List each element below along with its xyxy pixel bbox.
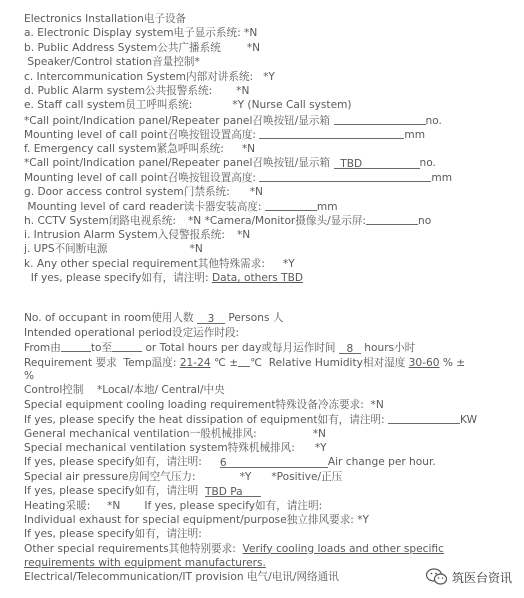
callpoint-blank[interactable]: [334, 113, 426, 125]
from-blank[interactable]: [61, 340, 91, 352]
item-i: i. Intrusion Alarm System入侵警报系统: *N: [24, 228, 251, 241]
f-callpoint-blank[interactable]: TBD: [334, 157, 420, 169]
other-row-2: requirements with equipment manufacturers.: [24, 557, 266, 570]
requirement-row: Requirement 要求 Temp温度: 21-24 ℃ ± ℃ Relative Humidity相对湿度 30-60 % ±: [24, 356, 466, 369]
item-b: b. Public Address System公共广播系统 *N: [24, 41, 261, 54]
item-h: h. CCTV System闭路电视系统: *N *Camera/Monitor摄像头/显示屏: no: [24, 215, 432, 228]
exhaust-specify-row: If yes, please specify如有，请注明:: [24, 528, 202, 541]
item-d: d. Public Alarm system公共报警系统: *N: [24, 84, 250, 97]
item-f-value: *N: [241, 142, 256, 155]
item-a: a. Electronic Display system电子显示系统: *N: [24, 27, 258, 40]
period-row: Intended operational period设定运作时段:: [24, 326, 240, 339]
pressure-blank[interactable]: TBD Pa: [205, 485, 261, 497]
pressure-row: Special air pressure房间空气压力: *Y *Positive/正压: [24, 470, 343, 483]
f-mounting-blank[interactable]: [259, 170, 431, 182]
exhaust-row: Individual exhaust for special equipment/purpose独立排风要求: *Y: [24, 513, 370, 526]
item-f-mounting: Mounting level of call point召唤按钮设置高度: mm: [24, 172, 453, 185]
item-k-specify: If yes, please specify如有，请注明: Data, others TBD: [30, 272, 303, 285]
item-e: e. Staff call system员工呼叫系统: *Y (Nurse Call system): [24, 99, 352, 112]
to-blank[interactable]: [112, 340, 142, 352]
section-title: Electronics Installation电子设备: [24, 13, 187, 25]
item-f-callpoint: *Call point/Indication panel/Repeater panel召唤按钮/显示箱 TBD no.: [24, 156, 436, 170]
special-vent-row: Special mechanical ventilation system特殊机械排风: *Y: [24, 441, 327, 454]
watermark: [426, 568, 512, 586]
wechat-icon: [426, 568, 448, 586]
pressure-value-row: If yes, please specify如有，请注明 TBD Pa: [24, 484, 518, 498]
item-j: j. UPS不间断电源 *N: [24, 243, 203, 256]
electrical-row: Electrical/Telecommunication/IT provision 电气/电讯/网络通讯: [24, 571, 339, 584]
mounting-blank[interactable]: [259, 127, 404, 139]
temp-tol-blank[interactable]: [238, 355, 250, 367]
watermark-text: 筑医台资讯: [451, 570, 512, 585]
occupant-row: No. of occupant in room使用人数 3 Persons 人: [24, 312, 284, 326]
heat-row: If yes, please specify the heat dissipation of equipment如有，请注明: KW: [24, 414, 478, 427]
ach-blank[interactable]: 6: [220, 456, 328, 468]
hours-blank[interactable]: 8: [339, 342, 361, 354]
percent-row: %: [24, 369, 35, 382]
control-row: Control控制 *Local/本地/ Central/中央: [24, 384, 225, 397]
form-document: [24, 12, 518, 585]
item-g: g. Door access control system门禁系统: *N: [24, 185, 263, 198]
item-c: c. Intercommunication System内部对讲系统: *Y: [24, 70, 275, 83]
item-g-mounting: Mounting level of card reader读卡器安装高度: mm: [27, 201, 338, 214]
item-f: f. Emergency call system紧急呼叫系统: *N: [24, 142, 256, 155]
item-b2: Speaker/Control station音量控制*: [27, 56, 200, 69]
item-e-value: *Y (Nurse Call system): [232, 99, 352, 112]
item-e-mounting: Mounting level of call point召唤按钮设置高度: mm: [24, 129, 426, 142]
item-a-value: *N: [244, 27, 258, 40]
k-specify-value: Data, others TBD: [211, 272, 303, 285]
ach-row: If yes, please specify如有，请注明: 6 Air change per hour.: [24, 456, 436, 470]
from-row: From由 to至 or Total hours per day或每月运作时间 8 hours小时: [24, 342, 416, 356]
heat-blank[interactable]: [388, 412, 460, 424]
other-row: Other special requirements其他特别要求: Verify cooling loads and other specific: [24, 542, 444, 555]
item-b-value: *N: [246, 41, 261, 54]
item-k: k. Any other special requirement其他特殊需求: *Y: [24, 257, 295, 270]
item-c-value: *Y: [263, 70, 275, 83]
item-g-value: *N: [249, 185, 263, 198]
occupant-blank[interactable]: 3: [197, 312, 225, 324]
item-d-value: *N: [236, 84, 250, 97]
heating-row: Heating采暖: *N If yes, please specify如有，请注明:: [24, 499, 323, 512]
item-e-callpoint: *Call point/Indication panel/Repeater panel召唤按钮/显示箱 no.: [24, 114, 442, 127]
cooling-row: Special equipment cooling loading requirement特殊设备冷冻要求: *N: [24, 398, 384, 411]
card-reader-blank[interactable]: [265, 199, 317, 211]
camera-blank[interactable]: [366, 213, 418, 225]
general-vent-row: General mechanical ventilation一般机械排风: *N: [24, 427, 326, 440]
